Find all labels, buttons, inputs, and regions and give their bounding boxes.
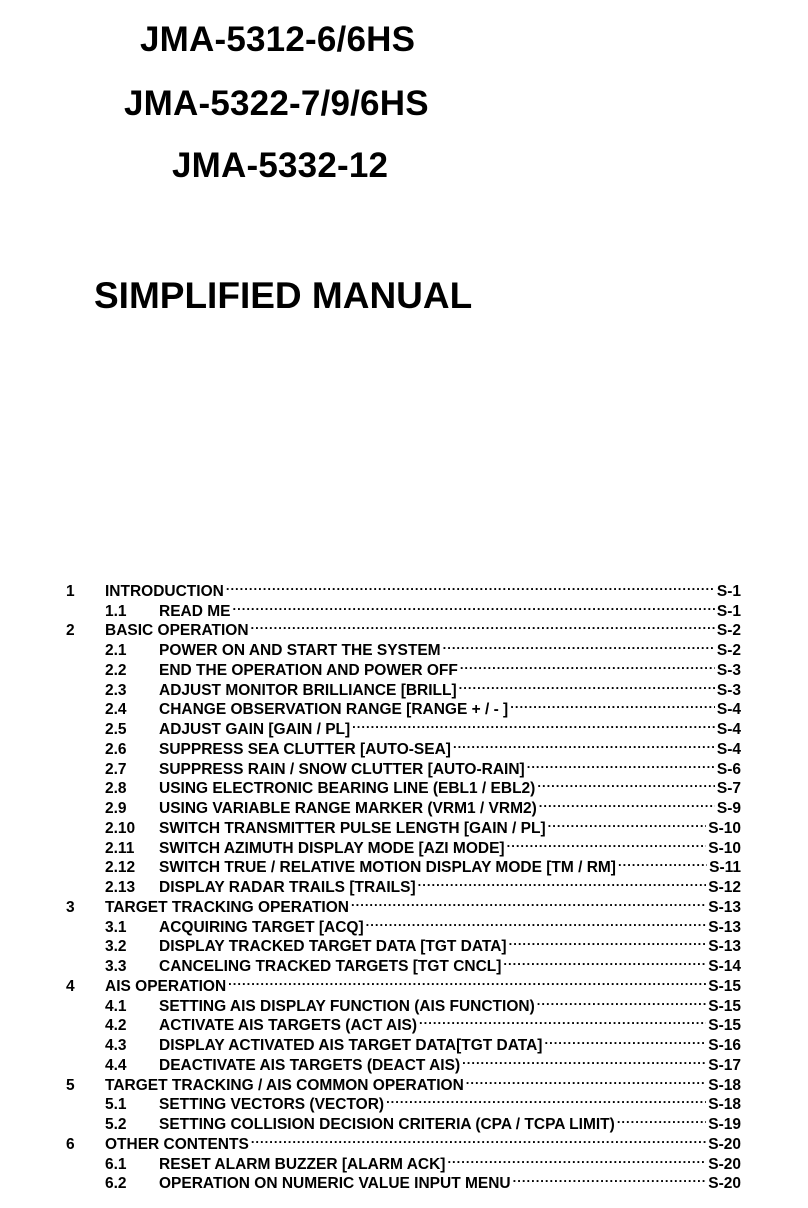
toc-entry-title: ACQUIRING TARGET [ACQ] [159,918,364,936]
toc-dot-leader [617,1109,706,1129]
toc-dot-leader [527,754,715,774]
toc-entry[interactable] [66,1109,741,1133]
toc-entry-number: 5.1 [105,1096,127,1114]
toc-dot-leader [228,971,706,991]
toc-entry-page: S-9 [716,800,741,817]
toc-entry-title: DISPLAY ACTIVATED AIS TARGET DATA[TGT DATA] [159,1037,543,1054]
toc-entry-title: ADJUST MONITOR BRILLIANCE [BRILL] [159,681,457,699]
toc-entry-title: SETTING VECTORS (VECTOR) [159,1096,385,1114]
toc-entry[interactable] [66,971,741,995]
toc-dot-leader [251,616,715,636]
manual-title: SIMPLIFIED MANUAL [94,275,473,316]
toc-entry-title: SWITCH AZIMUTH DISPLAY MODE [AZI MODE] [159,839,505,857]
toc-entry-number: 2 [66,622,75,640]
model-title-2: JMA-5322-7/9/6HS [124,84,429,123]
table-of-contents [66,576,741,1193]
toc-entry-number: 4.1 [105,997,127,1015]
toc-dot-leader [366,912,707,932]
toc-entry-page: S-20 [708,1135,741,1153]
toc-entry-title: DEACTIVATE AIS TARGETS (DEACT AIS) [159,1056,461,1074]
toc-entry-number: 3.3 [105,958,127,975]
toc-entry-title: USING ELECTRONIC BEARING LINE (EBL1 / EBL2) [159,780,536,798]
toc-entry-number: 3.2 [105,938,127,956]
model-title-1: JMA-5312-6/6HS [140,20,416,59]
toc-dot-leader [510,695,715,715]
toc-entry-title: TARGET TRACKING / AIS COMMON OPERATION [105,1076,464,1094]
toc-dot-leader [462,1050,706,1070]
toc-entry-page: S-18 [708,1096,741,1114]
toc-entry[interactable] [66,991,741,1015]
toc-entry[interactable] [66,655,741,679]
toc-entry[interactable] [66,872,741,896]
toc-dot-leader [537,774,715,794]
toc-entry-page: S-20 [708,1155,741,1173]
toc-entry-number: 3.1 [105,918,127,936]
toc-entry-page: S-10 [708,839,741,857]
toc-entry-number: 4.3 [105,1037,127,1054]
toc-entry-title: DISPLAY TRACKED TARGET DATA [TGT DATA] [159,938,507,956]
toc-entry[interactable] [66,833,741,857]
toc-entry-page: S-13 [708,938,741,956]
toc-entry-number: 2.2 [105,661,127,679]
toc-dot-leader [466,1070,706,1090]
toc-entry-title: CANCELING TRACKED TARGETS [TGT CNCL] [159,958,502,975]
toc-entry-title: CHANGE OBSERVATION RANGE [RANGE + / - ] [159,701,509,719]
toc-entry[interactable] [66,951,741,975]
toc-dot-leader [618,853,707,873]
toc-entry[interactable] [66,1169,741,1193]
toc-entry-title: BASIC OPERATION [105,622,249,640]
toc-entry-number: 4 [66,977,75,995]
toc-entry-page: S-20 [708,1175,741,1193]
toc-entry[interactable] [66,1070,741,1094]
toc-dot-leader [460,655,715,675]
toc-entry-page: S-13 [708,918,741,936]
toc-entry-title: ADJUST GAIN [GAIN / PL] [159,721,351,738]
toc-entry-number: 2.7 [105,760,127,778]
toc-entry-page: S-14 [708,958,741,975]
toc-entry[interactable] [66,853,741,877]
toc-entry-page: S-1 [716,602,741,620]
toc-entry-title: POWER ON AND START THE SYSTEM [159,642,441,659]
toc-entry[interactable] [66,576,741,600]
toc-entry-title: INTRODUCTION [105,582,224,600]
toc-entry-page: S-16 [708,1037,741,1054]
toc-entry-number: 2.13 [105,879,136,896]
toc-entry-title: AIS OPERATION [105,977,227,995]
toc-entry-number: 2.11 [105,839,135,857]
toc-dot-leader [539,793,715,813]
toc-entry-title: SWITCH TRUE / RELATIVE MOTION DISPLAY MODE [TM / RM] [159,859,616,877]
toc-entry[interactable] [66,1129,741,1153]
toc-entry-page: S-3 [716,661,741,679]
toc-entry-page: S-3 [716,681,741,699]
toc-entry-number: 2.3 [105,681,127,699]
toc-entry-number: 2.4 [105,701,127,719]
toc-entry-page: S-1 [716,582,741,600]
toc-entry-title: SWITCH TRANSMITTER PULSE LENGTH [GAIN / PL] [159,819,546,837]
toc-entry-number: 2.1 [105,642,127,659]
toc-dot-leader [232,596,714,616]
toc-entry-page: S-4 [716,740,741,758]
toc-dot-leader [503,951,706,971]
toc-entry[interactable] [66,1030,741,1054]
toc-entry-title: END THE OPERATION AND POWER OFF [159,661,458,679]
toc-entry-number: 2.9 [105,800,127,817]
toc-entry-title: USING VARIABLE RANGE MARKER (VRM1 / VRM2) [159,800,537,817]
model-title-3: JMA-5332-12 [172,146,389,185]
toc-entry[interactable] [66,1090,741,1114]
toc-entry-number: 2.8 [105,780,127,798]
toc-entry-page: S-15 [708,977,741,995]
toc-entry[interactable] [66,714,741,738]
toc-entry-page: S-18 [708,1076,741,1094]
toc-entry[interactable] [66,1149,741,1173]
toc-entry[interactable] [66,813,741,837]
toc-entry-number: 2.6 [105,740,127,758]
toc-entry[interactable] [66,616,741,640]
toc-entry[interactable] [66,754,741,778]
toc-entry[interactable] [66,793,741,817]
toc-entry-number: 6 [66,1135,75,1153]
toc-dot-leader [548,813,707,833]
toc-dot-leader [509,932,707,952]
toc-entry-number: 1 [66,582,75,600]
toc-entry-title: READ ME [159,602,231,620]
toc-entry[interactable] [66,774,741,798]
toc-entry-title: SUPPRESS SEA CLUTTER [AUTO-SEA] [159,740,451,758]
toc-entry-page: S-12 [708,879,741,896]
toc-entry[interactable] [66,734,741,758]
toc-entry-number: 6.2 [105,1175,127,1193]
toc-entry-number: 5 [66,1076,75,1094]
toc-dot-leader [459,675,715,695]
toc-entry-page: S-10 [708,819,741,837]
toc-dot-leader [418,872,707,892]
toc-entry[interactable] [66,675,741,699]
toc-entry-number: 4.4 [105,1056,127,1074]
toc-dot-leader [351,892,706,912]
toc-dot-leader [443,635,715,655]
toc-entry[interactable] [66,596,741,620]
toc-entry-title: SETTING AIS DISPLAY FUNCTION (AIS FUNCTION) [159,997,535,1015]
toc-entry-title: TARGET TRACKING OPERATION [105,898,349,916]
toc-entry-number: 4.2 [105,1017,127,1035]
toc-entry-page: S-2 [716,642,741,659]
toc-dot-leader [419,1011,706,1031]
toc-dot-leader [513,1169,707,1189]
toc-entry[interactable] [66,912,741,936]
toc-entry-page: S-19 [708,1116,741,1133]
toc-dot-leader [352,714,715,734]
toc-dot-leader [447,1149,706,1169]
toc-entry-page: S-13 [708,898,741,916]
toc-dot-leader [226,576,715,596]
toc-entry-title: OTHER CONTENTS [105,1135,249,1153]
toc-entry-title: ACTIVATE AIS TARGETS (ACT AIS) [159,1017,418,1035]
toc-entry-page: S-17 [708,1056,741,1074]
toc-entry-title: OPERATION ON NUMERIC VALUE INPUT MENU [159,1175,511,1193]
toc-entry-page: S-6 [716,760,741,778]
toc-entry-title: SETTING COLLISION DECISION CRITERIA (CPA / TCPA LIMIT) [159,1116,615,1133]
toc-dot-leader [537,991,707,1011]
toc-entry[interactable] [66,1011,741,1035]
toc-entry-title: DISPLAY RADAR TRAILS [TRAILS] [159,879,416,896]
toc-entry-page: S-15 [708,997,741,1015]
toc-entry-number: 2.10 [105,819,136,837]
toc-dot-leader [386,1090,706,1110]
toc-entry[interactable] [66,892,741,916]
toc-entry-page: S-4 [716,701,741,719]
toc-entry[interactable] [66,635,741,659]
toc-dot-leader [507,833,707,853]
toc-entry-number: 2.12 [105,859,136,877]
toc-entry-number: 3 [66,898,75,916]
toc-entry-number: 2.5 [105,721,127,738]
toc-dot-leader [453,734,715,754]
toc-entry-number: 6.1 [105,1155,127,1173]
toc-entry-page: S-7 [716,780,741,798]
toc-entry-page: S-15 [708,1017,741,1035]
toc-entry-page: S-4 [716,721,741,738]
toc-entry-page: S-11 [709,859,741,877]
toc-entry-title: SUPPRESS RAIN / SNOW CLUTTER [AUTO-RAIN] [159,760,525,778]
toc-dot-leader [251,1129,706,1149]
toc-entry-number: 1.1 [105,602,127,620]
toc-entry-title: RESET ALARM BUZZER [ALARM ACK] [159,1155,446,1173]
toc-entry-page: S-2 [716,622,741,640]
toc-dot-leader [544,1030,706,1050]
toc-entry[interactable] [66,1050,741,1074]
toc-entry[interactable] [66,932,741,956]
toc-entry-number: 5.2 [105,1116,127,1133]
toc-entry[interactable] [66,695,741,719]
